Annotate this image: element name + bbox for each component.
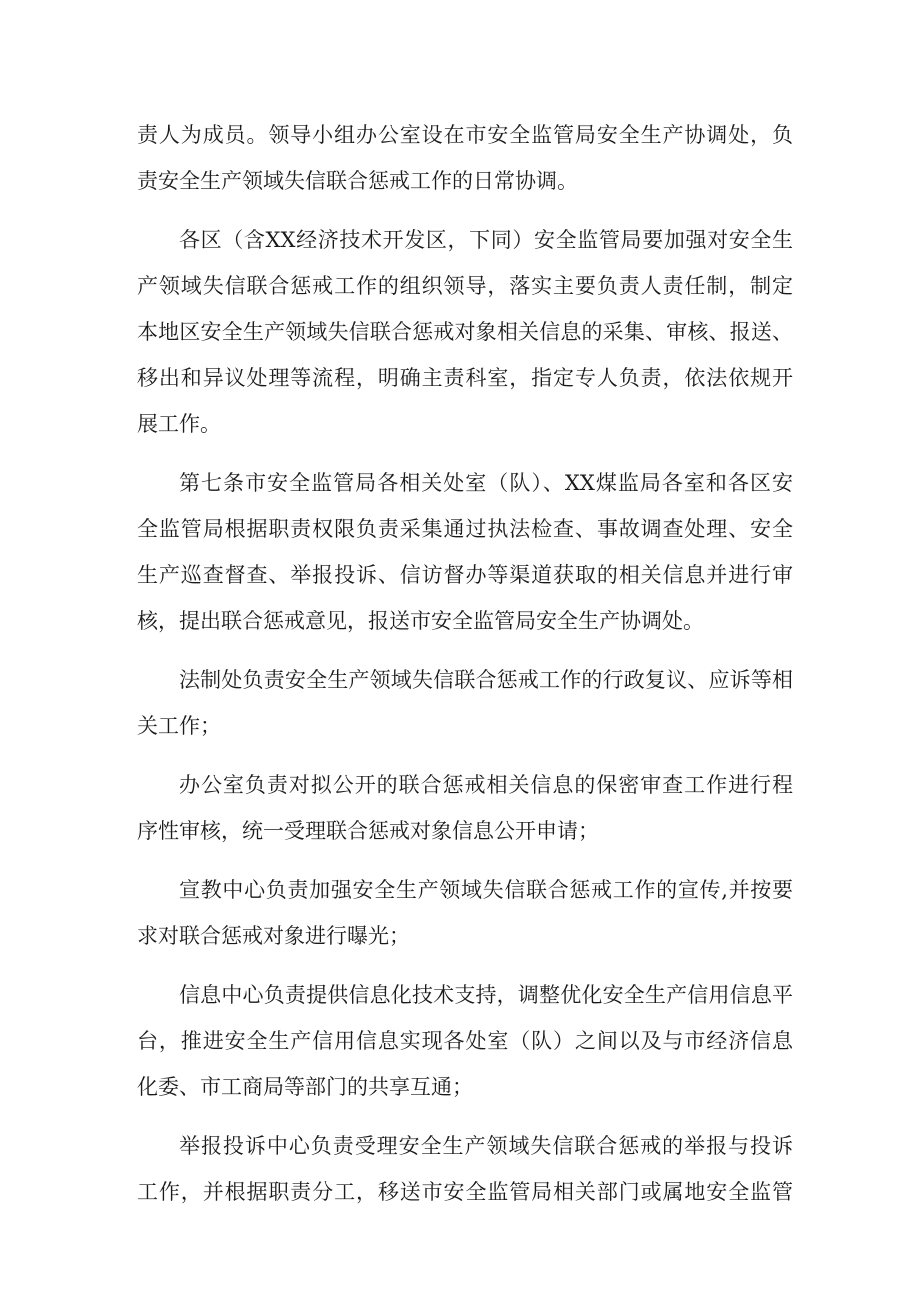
paragraph-leading-group (137, 112, 793, 204)
text-line: 宣教中心负责加强安全生产领域失信联合惩戒工作的宣传,并按要 (179, 878, 793, 902)
paragraph-district-bureaus (137, 217, 793, 447)
paragraph-publicity-center (137, 867, 793, 959)
paragraph-article-seven (137, 460, 793, 644)
text-line: 办公室负责对拟公开的联合惩戒相关信息的保密审查工作进行程 (179, 773, 793, 797)
text-line: 各区（含XX经济技术开发区，下同）安全监管局要加强对安全生 (179, 228, 793, 252)
text-line: 关工作； (137, 714, 221, 738)
text-line: 法制处负责安全生产领域失信联合惩戒工作的行政复议、应诉等相 (179, 668, 793, 692)
text-line: 第七条市安全监管局各相关处室（队）、XX煤监局各室和各区安 (179, 471, 793, 495)
text-line: 序性审核，统一受理联合惩戒对象信息公开申请； (137, 819, 599, 843)
text-line: 责人为成员。领导小组办公室设在市安全监管局安全生产协调处，负 (137, 123, 793, 147)
paragraph-general-office (137, 762, 793, 854)
text-line: 台，推进安全生产信用信息实现各处室（队）之间以及与市经济信息 (137, 1029, 793, 1053)
text-line: 全监管局根据职责权限负责采集通过执法检查、事故调查处理、安全 (137, 517, 793, 541)
paragraph-complaint-center (137, 1123, 793, 1215)
text-line: 举报投诉中心负责受理安全生产领域失信联合惩戒的举报与投诉 (179, 1134, 793, 1158)
paragraph-information-center (137, 972, 793, 1110)
text-line: 化委、市工商局等部门的共享互通； (137, 1075, 473, 1099)
text-line: 生产巡查督查、举报投诉、信访督办等渠道获取的相关信息并进行审 (137, 563, 793, 587)
text-line: 信息中心负责提供信息化技术支持，调整优化安全生产信用信息平 (179, 983, 793, 1007)
text-line: 展工作。 (137, 412, 221, 436)
text-line: 工作，并根据职责分工，移送市安全监管局相关部门或属地安全监管 (137, 1180, 793, 1204)
text-line: 移出和异议处理等流程，明确主责科室，指定专人负责，依法依规开 (137, 366, 793, 390)
text-line: 核，提出联合惩戒意见，报送市安全监管局安全生产协调处。 (137, 609, 704, 633)
text-line: 责安全生产领域失信联合惩戒工作的日常协调。 (137, 169, 578, 193)
text-line: 产领域失信联合惩戒工作的组织领导，落实主要负责人责任制，制定 (137, 274, 793, 298)
paragraph-legal-office (137, 657, 793, 749)
text-line: 求对联合惩戒对象进行曝光； (137, 924, 410, 948)
document-body (137, 112, 793, 1228)
text-line: 本地区安全生产领域失信联合惩戒对象相关信息的采集、审核、报送、 (137, 320, 793, 344)
